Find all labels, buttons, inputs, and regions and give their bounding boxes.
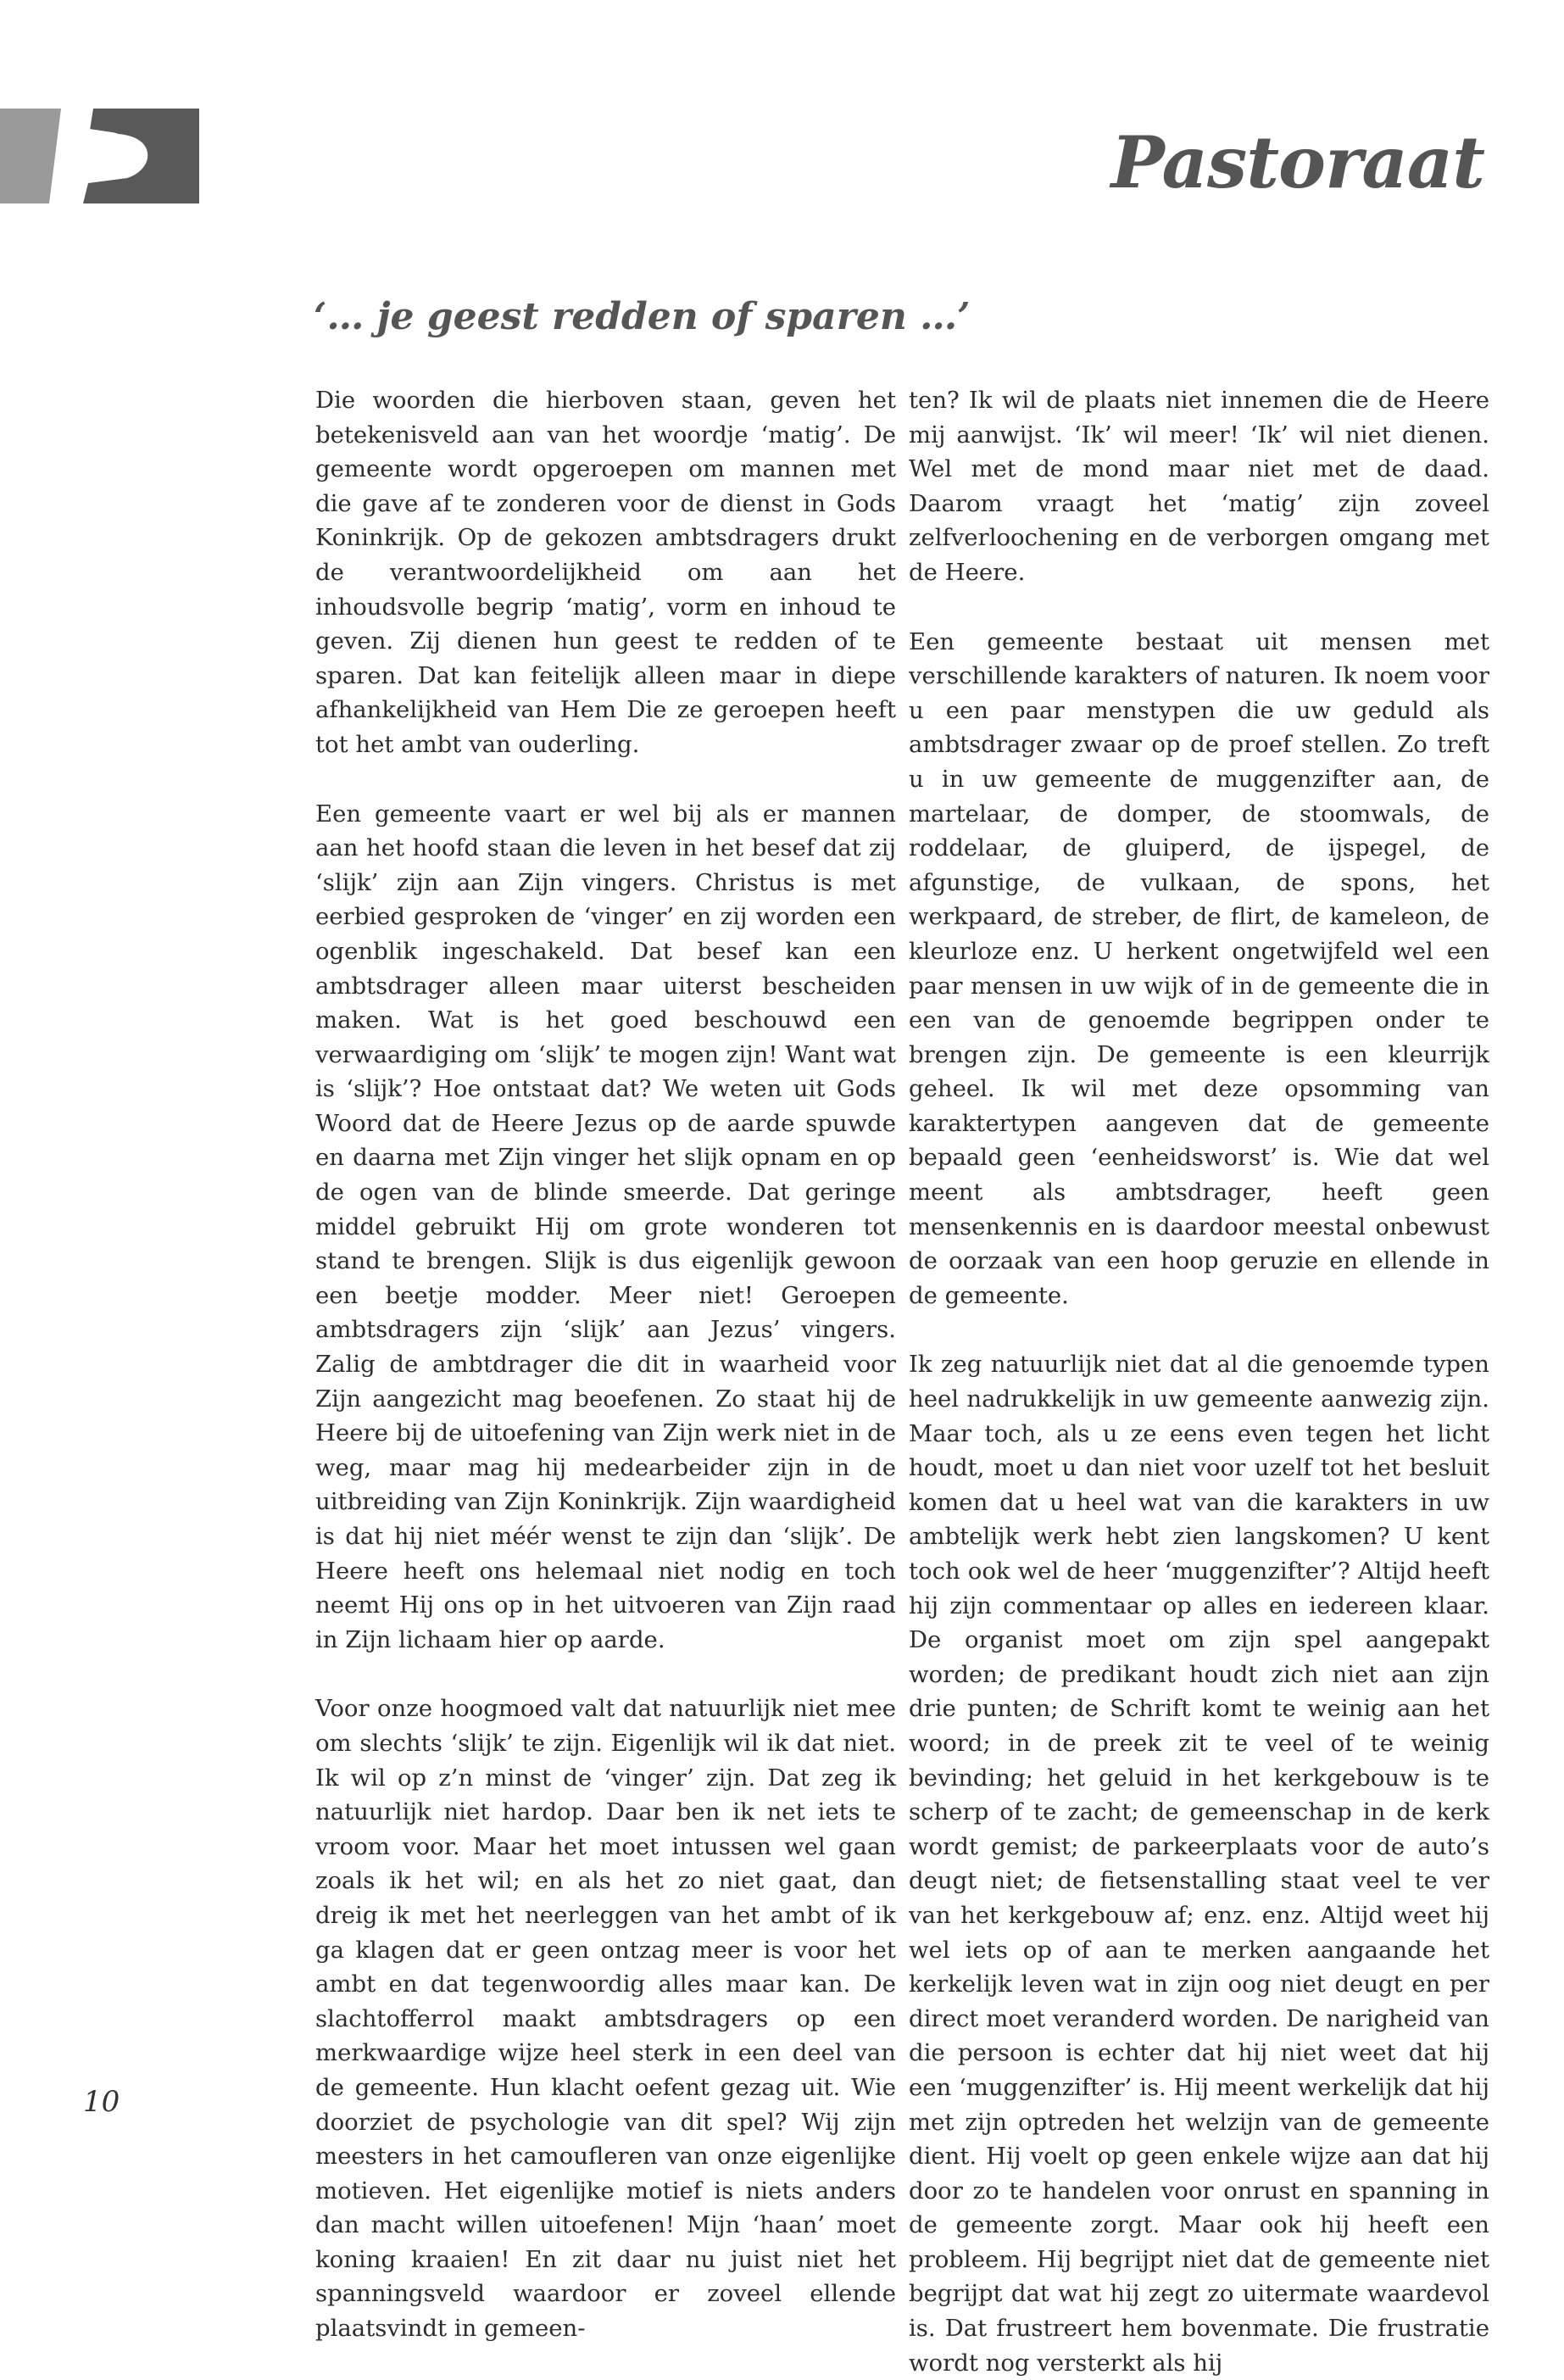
article-paragraph: Ik zeg natuurlijk niet dat al die genoemde typen heel nadrukkelijk in uw gemeente aanwezig zijn. Maar toch, als u ze eens even tegen het licht houdt, moet u dan niet voor uzelf tot het besluit komen dat u heel wat van die karakters in uw ambtelijk werk hebt zien langskomen? U kent toch ook wel de heer ‘muggenzifter’? Altijd heeft hij zijn commentaar op alles en iedereen klaar. De organist moet om zijn spel aangepakt worden; de predikant houdt zich niet aan zijn drie punten; de Schrift komt te weinig aan het woord; in de preek zit te veel of te weinig bevinding; het geluid in het kerkgebouw is te scherp of te zacht; de gemeenschap in de kerk wordt gemist; de parkeerplaats voor de auto’s deugt niet; de fietsenstalling staat veel te ver van het kerkgebouw af; enz. enz. Altijd weet hij wel iets op of aan te merken aangaande het kerkelijk leven wat in zijn oog niet deugt en per direct moet veranderd worden. De narigheid van die persoon is echter dat hij niet weet dat hij een ‘muggenzifter’ is. Hij meent werkelijk dat hij met zijn optreden het welzijn van de gemeente dient. Hij voelt op geen enkele wijze aan dat hij door zo te handelen voor onrust en spanning in de gemeente zorgt. Maar ook hij heeft een probleem. Hij begrijpt niet dat de gemeente niet begrijpt dat wat hij zegt zo uitermate waardevol is. Dat frustreert hem bovenmate. Die frustratie wordt nog versterkt als hij (909, 1351, 1489, 2377)
article-column-right (909, 383, 1489, 2377)
article-paragraph: Voor onze hoogmoed valt dat natuurlijk niet mee om slechts ‘slijk’ te zijn. Eigenlijk wil ik dat niet. Ik wil op z’n minst de ‘vinger’ zijn. Dat zeg ik natuurlijk niet hardop. Daar ben ik net iets te vroom voor. Maar het moet intussen wel gaan zoals ik het wil; en als het zo niet gaat, dan dreig ik met het neerleggen van het ambt of ik ga klagen dat er geen ontzag meer is voor het ambt en dat tegenwoordig alles maar kan. De slachtofferrol maakt ambtsdragers op een merkwaardige wijze heel sterk in een deel van de gemeente. Hun klacht oefent gezag uit. Wie doorziet de psychologie van dit spel? Wij zijn meesters in het camoufleren van onze eigenlijke motieven. Het eigenlijke motief is niets anders dan macht willen uitoefenen! Mijn ‘haan’ moet koning kraaien! En zit daar nu juist niet het spanningsveld waardoor er zoveel ellende plaatsvindt in gemeen- (315, 1695, 896, 2343)
page-number: 10 (83, 2085, 120, 2119)
article-column-left (315, 383, 896, 2343)
article-paragraph: Die woorden die hierboven staan, geven het betekenisveld aan van het woordje ‘matig’. De gemeente wordt opgeroepen om mannen met die gave af te zonderen voor de dienst in Gods Koninkrijk. Op de gekozen ambtsdragers drukt de verantwoordelijkheid om aan het inhoudsvolle begrip ‘matig’, vorm en inhoud te geven. Zij dienen hun geest te redden of te sparen. Dat kan feitelijk alleen maar in diepe afhankelijkheid van Hem Die ze geroepen heeft tot het ambt van ouderling. (315, 387, 896, 758)
article-paragraph: Een gemeente vaart er wel bij als er mannen aan het hoofd staan die leven in het besef dat zij ‘slijk’ zijn aan Zijn vingers. Christus is met eerbied gesproken de ‘vinger’ en zij worden een ogenblik ingeschakeld. Dat besef kan een ambtsdrager alleen maar uiterst bescheiden maken. Wat is het goed beschouwd een verwaardiging om ‘slijk’ te mogen zijn! Want wat is ‘slijk’? Hoe ontstaat dat? We weten uit Gods Woord dat de Heere Jezus op de aarde spuwde en daarna met Zijn vinger het slijk opnam en op de ogen van de blinde smeerde. Dat geringe middel gebruikt Hij om grote wonderen tot stand te brengen. Slijk is dus eigenlijk gewoon een beetje modder. Meer niet! Geroepen ambtsdragers zijn ‘slijk’ aan Jezus’ vingers. Zalig de ambtdrager die dit in waarheid voor Zijn aangezicht mag beoefenen. Zo staat hij de Heere bij de uitoefening van Zijn werk niet in de weg, maar mag hij medearbeider zijn in de uitbreiding van Zijn Koninkrijk. Zijn waardigheid is dat hij niet méér wenst te zijn dan ‘slijk’. De Heere heeft ons helemaal niet nodig en toch neemt Hij ons op in het uitvoeren van Zijn raad in Zijn lichaam hier op aarde. (315, 800, 896, 1653)
section-title: Pastoraat (1110, 120, 1484, 204)
article-paragraph: Een gemeente bestaat uit mensen met verschillende karakters of naturen. Ik noem voor u een paar menstypen die uw geduld als ambtsdrager zwaar op de proef stellen. Zo treft u in uw gemeente de muggenzifter aan, de martelaar, de domper, de stoomwals, de roddelaar, de gluiperd, de ijspegel, de afgunstige, de vulkaan, de spons, het werkpaard, de streber, de flirt, de kameleon, de kleurloze enz. U herkent ongetwijfeld wel een paar mensen in uw wijk of in de gemeente die in een van de genoemde begrippen onder te brengen zijn. De gemeente is een kleurrijk geheel. Ik wil met deze opsomming van karaktertypen aangeven dat de gemeente bepaald geen ‘eenheidsworst’ is. Wie dat wel meent als ambtsdrager, heeft geen mensenkennis en is daardoor meestal onbewust de oorzaak van een hoop geruzie en ellende in de gemeente. (909, 627, 1489, 1309)
pastoraat-p-logo-icon (0, 109, 199, 203)
article-paragraph: ten? Ik wil de plaats niet innemen die de Heere mij aanwijst. ‘Ik’ wil meer! ‘Ik’ wil niet dienen. Wel met de mond maar niet met de daad. Daarom vraagt het ‘matig’ zijn zoveel zelfverloochening en de verborgen omgang met de Heere. (909, 387, 1489, 586)
article-title: ‘… je geest redden of sparen …’ (314, 295, 971, 338)
